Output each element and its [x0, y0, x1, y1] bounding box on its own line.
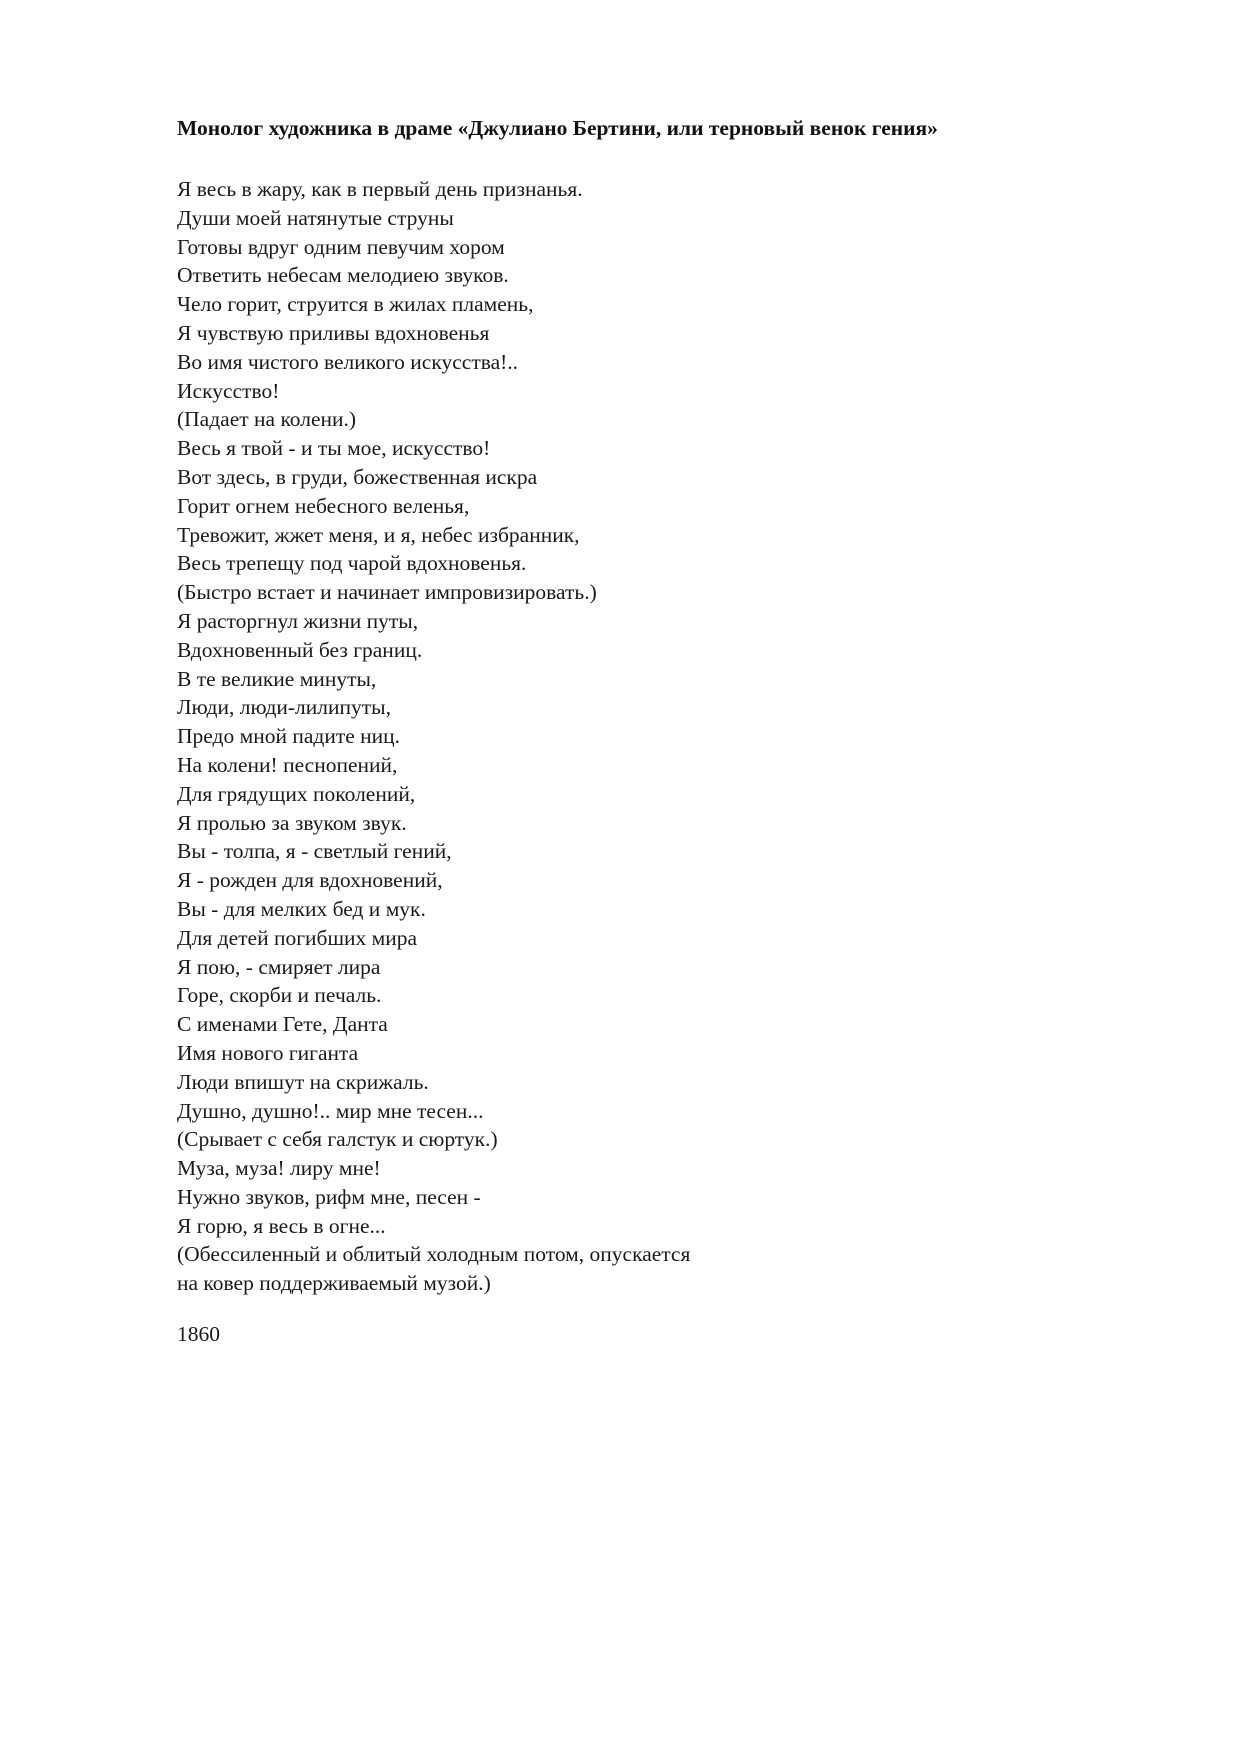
poem-line: Я - рожден для вдохновений, [177, 868, 443, 893]
document-year: 1860 [177, 1322, 220, 1346]
poem-line: Я горю, я весь в огне... [177, 1213, 386, 1238]
poem-line: Я весь в жару, как в первый день признанья. [177, 177, 583, 201]
poem-line: Для детей погибших мира [177, 925, 418, 950]
poem-line: Ответить небесам мелодиею звуков. [177, 263, 509, 288]
poem-line: С именами Гете, Данта [177, 1012, 388, 1037]
poem-line: На колени! песнопений, [177, 752, 398, 777]
poem-line: В те великие минуты, [177, 666, 377, 691]
poem-line: Весь трепещу под чарой вдохновенья. [177, 551, 527, 576]
poem-line: Во имя чистого великого искусства!.. [177, 349, 519, 374]
poem-line: Имя нового гиганта [177, 1040, 359, 1065]
poem-line: Вы - толпа, я - светлый гений, [177, 839, 452, 864]
poem-line: Горе, скорби и печаль. [177, 983, 382, 1008]
poem-line: Муза, муза! лиру мне! [177, 1156, 381, 1181]
document-title: Монолог художника в драме «Джулиано Бертини, или терновый венок гения» [177, 116, 938, 140]
poem-line: Весь я твой - и ты мое, искусство! [177, 436, 491, 461]
stage-direction: (Срывает с себя галстук и сюртук.) [177, 1127, 498, 1152]
poem-line: Души моей натянутые струны [177, 205, 454, 230]
stage-direction: на ковер поддерживаемый музой.) [177, 1271, 491, 1296]
stage-direction: (Быстро встает и начинает импровизировать.) [177, 580, 597, 605]
poem-line: Вы - для мелких бед и мук. [177, 896, 426, 921]
poem-line: Я пролью за звуком звук. [177, 810, 407, 835]
poem-line: Я чувствую приливы вдохновенья [177, 320, 490, 345]
poem-line: Люди, люди-лилипуты, [177, 695, 391, 720]
poem-body [177, 175, 690, 1298]
poem-line: Предо мной падите ниц. [177, 724, 401, 749]
stage-direction: (Обессиленный и облитый холодным потом, опускается [177, 1242, 691, 1267]
poem-line: Горит огнем небесного веленья, [177, 493, 470, 518]
poem-line: Тревожит, жжет меня, и я, небес избранник, [177, 522, 580, 547]
poem-line: Искусство! [177, 378, 280, 403]
poem-line: Люди впишут на скрижаль. [177, 1069, 429, 1094]
poem-line: Для грядущих поколений, [177, 781, 416, 806]
poem-line: Я пою, - смиряет лира [177, 954, 381, 979]
poem-line: Вот здесь, в груди, божественная искра [177, 464, 538, 489]
poem-line: Готовы вдруг одним певучим хором [177, 234, 505, 259]
poem-line: Чело горит, струится в жилах пламень, [177, 292, 534, 317]
poem-line: Я расторгнул жизни путы, [177, 608, 419, 633]
stage-direction: (Падает на колени.) [177, 407, 357, 432]
poem-line: Вдохновенный без границ. [177, 637, 423, 662]
poem-line: Душно, душно!.. мир мне тесен... [177, 1098, 484, 1123]
poem-line: Нужно звуков, рифм мне, песен - [177, 1184, 481, 1209]
